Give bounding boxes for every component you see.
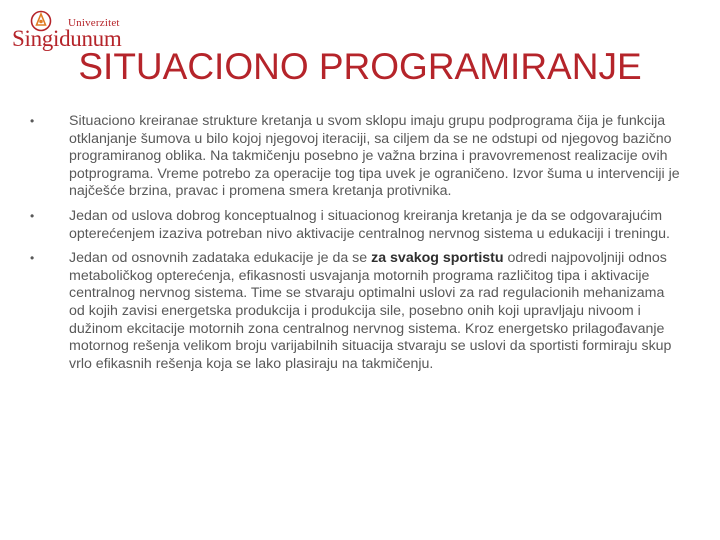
- bullet-list: [30, 113, 682, 373]
- bullet-text-bold: za svakog sportistu: [371, 250, 504, 267]
- university-logo: [12, 8, 122, 50]
- bullet-marker: •: [30, 208, 35, 223]
- bullet-text: Jedan od uslova dobrog konceptualnog i situacionog kreiranja kretanja je da se odgovarajućim opterećenjem izaziva potreban nivo aktivacije centralnog nervnog sistema u edukaciji i treningu.: [69, 207, 670, 242]
- bullet-marker: •: [30, 251, 35, 266]
- logo-main-text: Singidunum: [12, 26, 122, 51]
- bullet-text: Situaciono kreiranae strukture kretanja u svom sklopu imaju grupu podprograma čija je funkcija otklanjanje šumova u bilo kojoj njegovoj iteraciji, sa ciljem da se ne odstupi od njegovog bazično programiranog oblika. Na takmičenju posebno je važna brzina i pravovremenost realizacije ovih potprograma. Vreme potrebo za operacije tog tipa uvek je ograničeno. Izvor šuma u intervenciji je najčešće brzina, pravac i promena smera kretanja protivnika.: [69, 113, 680, 200]
- slide-title: SITUACIONO PROGRAMIRANJE: [78, 46, 642, 87]
- list-item: [30, 250, 682, 373]
- bullet-text-after: odredi najpovoljniji odnos metaboličkog opterećenja, efikasnosti usvajanja motornih programa različitog tipa i aktivacije centralnog nervnog sistema. Time se stvaraju optimalni uslovi za rad regulacionih mehanizama od kojih zavisi energetska produkcija i produkcija sile, posebno onih koji upravljaju nivoom i dužinom ekcitacije motornih zona centralnog nervnog sistema. Kroz energetsko prilagođavanje motornog rešenja velikom broju varijabilnih situacija stvaraju se uslovi da sportisti formiraju skup vrlo efikasnih rešenja koja se lako plasiraju na takmičenju.: [69, 250, 672, 372]
- list-item: [30, 208, 682, 243]
- bullet-marker: •: [30, 114, 35, 128]
- bullet-text-before: Jedan od osnovnih zadataka edukacije je da se: [69, 250, 372, 267]
- list-item: [30, 113, 682, 201]
- logo-top-text: Univerzitet: [68, 17, 120, 29]
